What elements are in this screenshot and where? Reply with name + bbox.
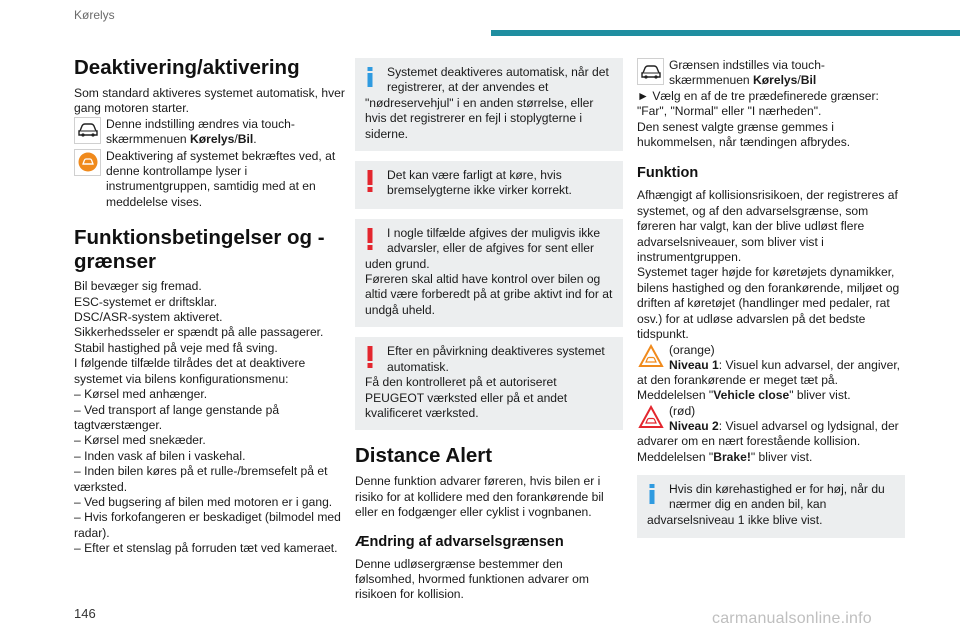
list-line: – Kørsel med anhænger.: [74, 387, 208, 402]
paragraph-distance-alert: Denne funktion advarer føreren, hvis bilen er i risiko for at kollidere med den forankørende bil eller en fodgænger eller cyklist i vognbanen.: [355, 474, 604, 520]
column-middle: [355, 58, 623, 603]
list-line: – Efter et stenslag på forruden tæt ved kameraet.: [74, 541, 338, 556]
level2-description: Niveau 2: Visuel advarsel og lydsignal, der advarer om en nært forestående kollision.: [637, 418, 899, 449]
page-number: 146: [74, 606, 96, 621]
list-line: Bil bevæger sig fremad.: [74, 279, 202, 294]
note-text: I nogle tilfælde afgives der muligvis ikke advarsler, eller de afgives for sent eller: [387, 225, 601, 256]
note-text: Det kan være farligt at køre, hvis bremselygterne ikke virker korrekt.: [387, 168, 572, 198]
note-text: uden grund. Føreren skal altid have kontrol over bilen og altid være forberedt på at gribe aktivt ind for at undgå uheld.: [365, 256, 613, 317]
level2-color-label: (rød): [669, 403, 696, 418]
warning-lamp-text: Deaktivering af systemet bekræftes ved, at denne kontrollampe lyser i instrumentgruppen, samtidig med at en meddelelse vises.: [106, 148, 336, 209]
note-text: advarselsniveau 1 ikke blive vist.: [647, 512, 823, 527]
column-left: [74, 56, 346, 557]
conditions-list: [74, 279, 346, 556]
heading-distance-alert: Distance Alert: [355, 444, 493, 468]
note-text: Systemet deaktiveres automatisk, når det registrerer, at der anvendes et: [387, 65, 609, 95]
level2-message: Meddelelsen "Brake!" bliver vist.: [637, 449, 813, 464]
info-note-spare-wheel: [355, 58, 623, 151]
list-line: I følgende tilfælde tilrådes det at deaktivere systemet via bilens konfigurationsmenu:: [74, 356, 306, 386]
threshold-setting-text: Grænsen indstilles via touch-skærmmenuen Kørelys/Bil: [669, 58, 825, 88]
running-header: Kørelys: [74, 8, 115, 22]
level1-description: Niveau 1: Visuel kun advarsel, der angiver, at den forankørende er meget tæt på.: [637, 357, 901, 387]
note-text: "nødreservehjul" i en anden størrelse, eller hvis det registrerer en fejl i stoplygterne i siderne.: [365, 95, 594, 141]
heading-conditions: Funktionsbetingelser og -grænser: [74, 226, 325, 274]
bullet-choose-threshold: ► Vælg en af de tre prædefinerede grænser: "Far", "Normal" eller "I nærheden".: [637, 88, 879, 119]
heading-deactivation: Deaktivering/aktivering: [74, 56, 300, 79]
list-line: ESC-systemet er driftsklar.: [74, 294, 218, 309]
paragraph-change-threshold: Denne udløsergrænse bestemmer den følsomhed, hvormed funktionen advarer om risikoen for kollision.: [355, 556, 589, 602]
warning-note-brake-lights: [355, 161, 623, 209]
column-right: [637, 58, 905, 538]
info-note-speed: [637, 475, 905, 538]
car-settings-icon: [637, 58, 664, 85]
threshold-setting-row: [637, 58, 905, 89]
watermark: carmanualsonline.info: [712, 610, 872, 627]
touchscreen-setting-text: Denne indstilling ændres via touch-skærmmenuen Kørelys/Bil.: [106, 116, 295, 147]
list-line: – Inden vask af bilen i vaskehal.: [74, 448, 246, 463]
collision-warning-lamp-icon: [74, 149, 101, 176]
paragraph-default-activation: Som standard aktiveres systemet automatisk, hver gang motoren starter.: [74, 86, 345, 116]
list-line: – Ved bugsering af bilen med motoren er i gang.: [74, 494, 333, 509]
warning-note-late-alerts: [355, 219, 623, 327]
warning-exclamation-icon: [367, 228, 373, 254]
paragraph-function-2: Systemet tager højde for køretøjets dynamikker, bilens hastighed og den forankørende, miljøet og driften af køretøjet (handlinger med pedaler, rat osv.) for at udløse advarslen på det bedste tidspunkt.: [637, 265, 900, 342]
level1-message: Meddelelsen "Vehicle close" bliver vist.: [637, 388, 851, 403]
level1-color-label: (orange): [669, 342, 715, 357]
note-text: Få den kontrolleret på et autoriseret PEUGEOT værksted eller på et andet kvalificeret værksted.: [365, 375, 568, 420]
heading-function: Funktion: [637, 165, 699, 182]
list-line: – Hvis forkofangeren er beskadiget (bilmodel med radar).: [74, 510, 341, 540]
touchscreen-setting-row: [74, 117, 346, 148]
header-accent-bar: [491, 30, 960, 36]
list-line: DSC/ASR-system aktiveret.: [74, 310, 223, 325]
info-icon: [649, 484, 655, 508]
note-text: Hvis din kørehastighed er for høj, når du nærmer dig en anden bil, kan: [669, 481, 885, 512]
list-line: – Kørsel med snekæder.: [74, 433, 206, 448]
info-icon: [367, 67, 373, 91]
list-line: – Inden bilen køres på et rulle-/bremsefelt på et værksted.: [74, 464, 328, 494]
warning-note-impact: [355, 337, 623, 430]
paragraph-function-1: Afhængigt af kollisionsrisikoen, der registreres af systemet, og af den advarselsgrænse, som føreren har valgt, kan der blive udløst flere advarselsniveauer, som bliver vist i instrumentgruppen.: [637, 188, 898, 265]
warning-lamp-row: [74, 149, 346, 211]
warning-exclamation-icon: [367, 170, 373, 196]
list-line: Stabil hastighed på veje med få sving.: [74, 340, 278, 355]
list-line: Sikkerhedsseler er spændt på alle passagerer.: [74, 325, 324, 340]
warning-exclamation-icon: [367, 346, 373, 372]
car-settings-icon: [74, 117, 101, 144]
heading-change-threshold: Ændring af advarselsgrænsen: [355, 533, 564, 550]
paragraph-threshold-saved: Den senest valgte grænse gemmes i hukommelsen, når tændingen afbrydes.: [637, 119, 851, 150]
list-line: – Ved transport af lange genstande på tagtværstænger.: [74, 402, 280, 432]
note-text: Efter en påvirkning deaktiveres systemet automatisk.: [387, 344, 605, 374]
